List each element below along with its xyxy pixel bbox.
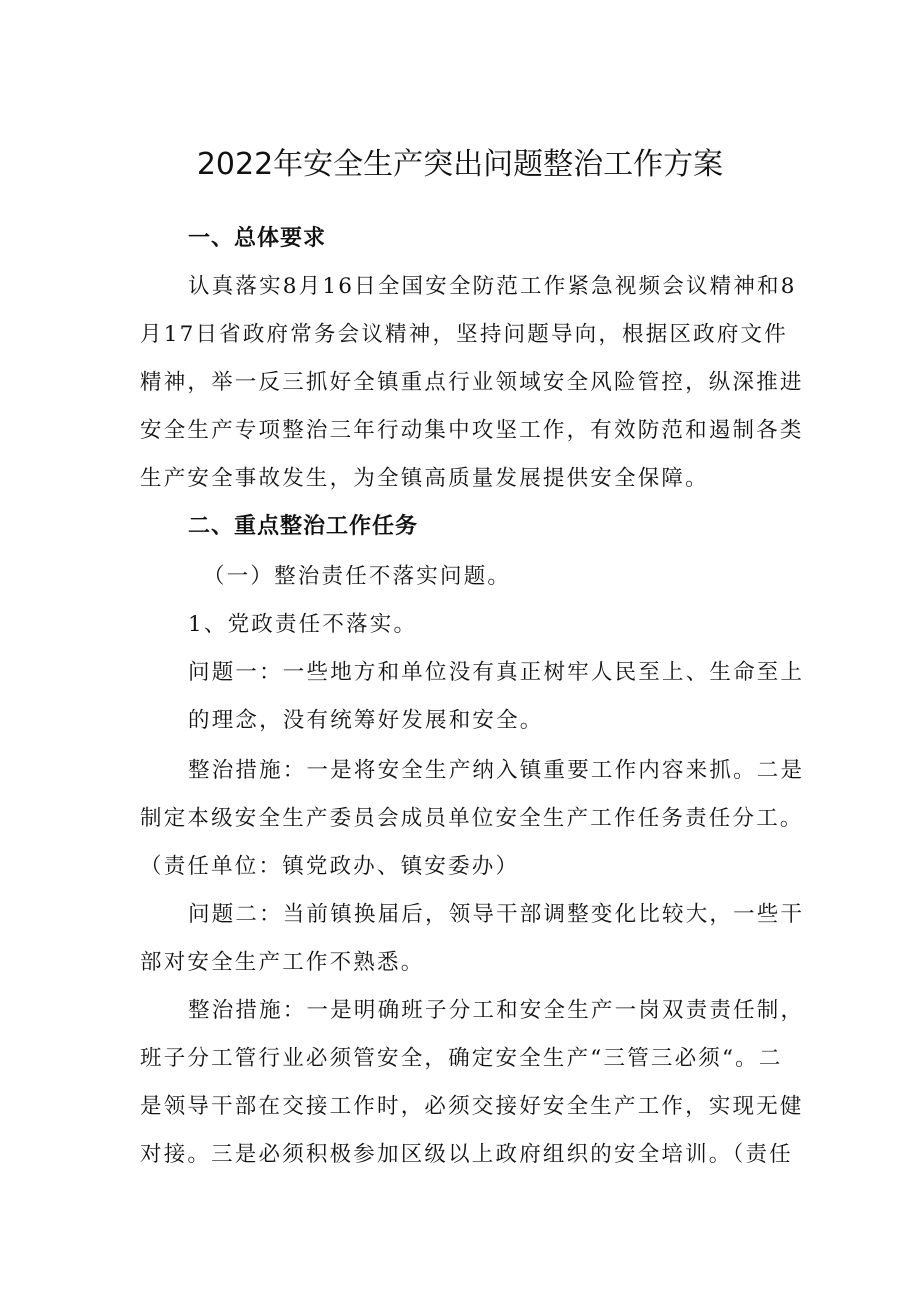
problem-line: 的理念，没有统筹好发展和安全。 <box>188 708 544 733</box>
measure-line: （责任单位：镇党政办、镇安委办） <box>140 854 520 879</box>
item-heading: 1、党政责任不落实。 <box>188 612 418 637</box>
section-heading-general-requirements: 一、总体要求 <box>188 226 327 251</box>
paragraph-line: 生产安全事故发生，为全镇高质量发展提供安全保障。 <box>140 466 709 491</box>
problem-line: 问题二：当前镇换届后，领导干部调整变化比较大，一些干 <box>188 902 805 927</box>
measure-line: 对接。三是必须积极参加区级以上政府组织的安全培训。（责任 <box>140 1142 793 1167</box>
problem-line: 部对安全生产工作不熟悉。 <box>140 950 425 975</box>
paragraph-line: 认真落实8月16日全国安全防范工作紧急视频会议精神和8 <box>188 274 797 299</box>
measure-line: 是领导干部在交接工作时，必须交接好安全生产工作，实现无健 <box>140 1094 804 1119</box>
subsection-heading: （一）整治责任不落实问题。 <box>203 564 512 589</box>
paragraph-line: 精神，举一反三抓好全镇重点行业领域安全风险管控，纵深推进 <box>140 370 804 395</box>
paragraph-line: 月17日省政府常务会议精神，坚持问题导向，根据区政府文件 <box>140 322 788 347</box>
section-heading-key-tasks: 二、重点整治工作任务 <box>188 514 419 539</box>
problem-line: 问题一：一些地方和单位没有真正树牢人民至上、生命至上 <box>188 660 805 685</box>
document-title: 2022年安全生产突出问题整治工作方案 <box>196 147 724 182</box>
paragraph-line: 安全生产专项整治三年行动集中攻坚工作，有效防范和遏制各类 <box>140 418 804 443</box>
measure-line: 班子分工管行业必须管安全，确定安全生产“三管三必须“。二 <box>140 1046 783 1071</box>
measure-line: 整治措施：一是将安全生产纳入镇重要工作内容来抓。二是 <box>188 758 805 783</box>
measure-line: 制定本级安全生产委员会成员单位安全生产工作任务责任分工。 <box>140 806 804 831</box>
measure-line: 整治措施：一是明确班子分工和安全生产一岗双责责任制， <box>188 998 805 1023</box>
